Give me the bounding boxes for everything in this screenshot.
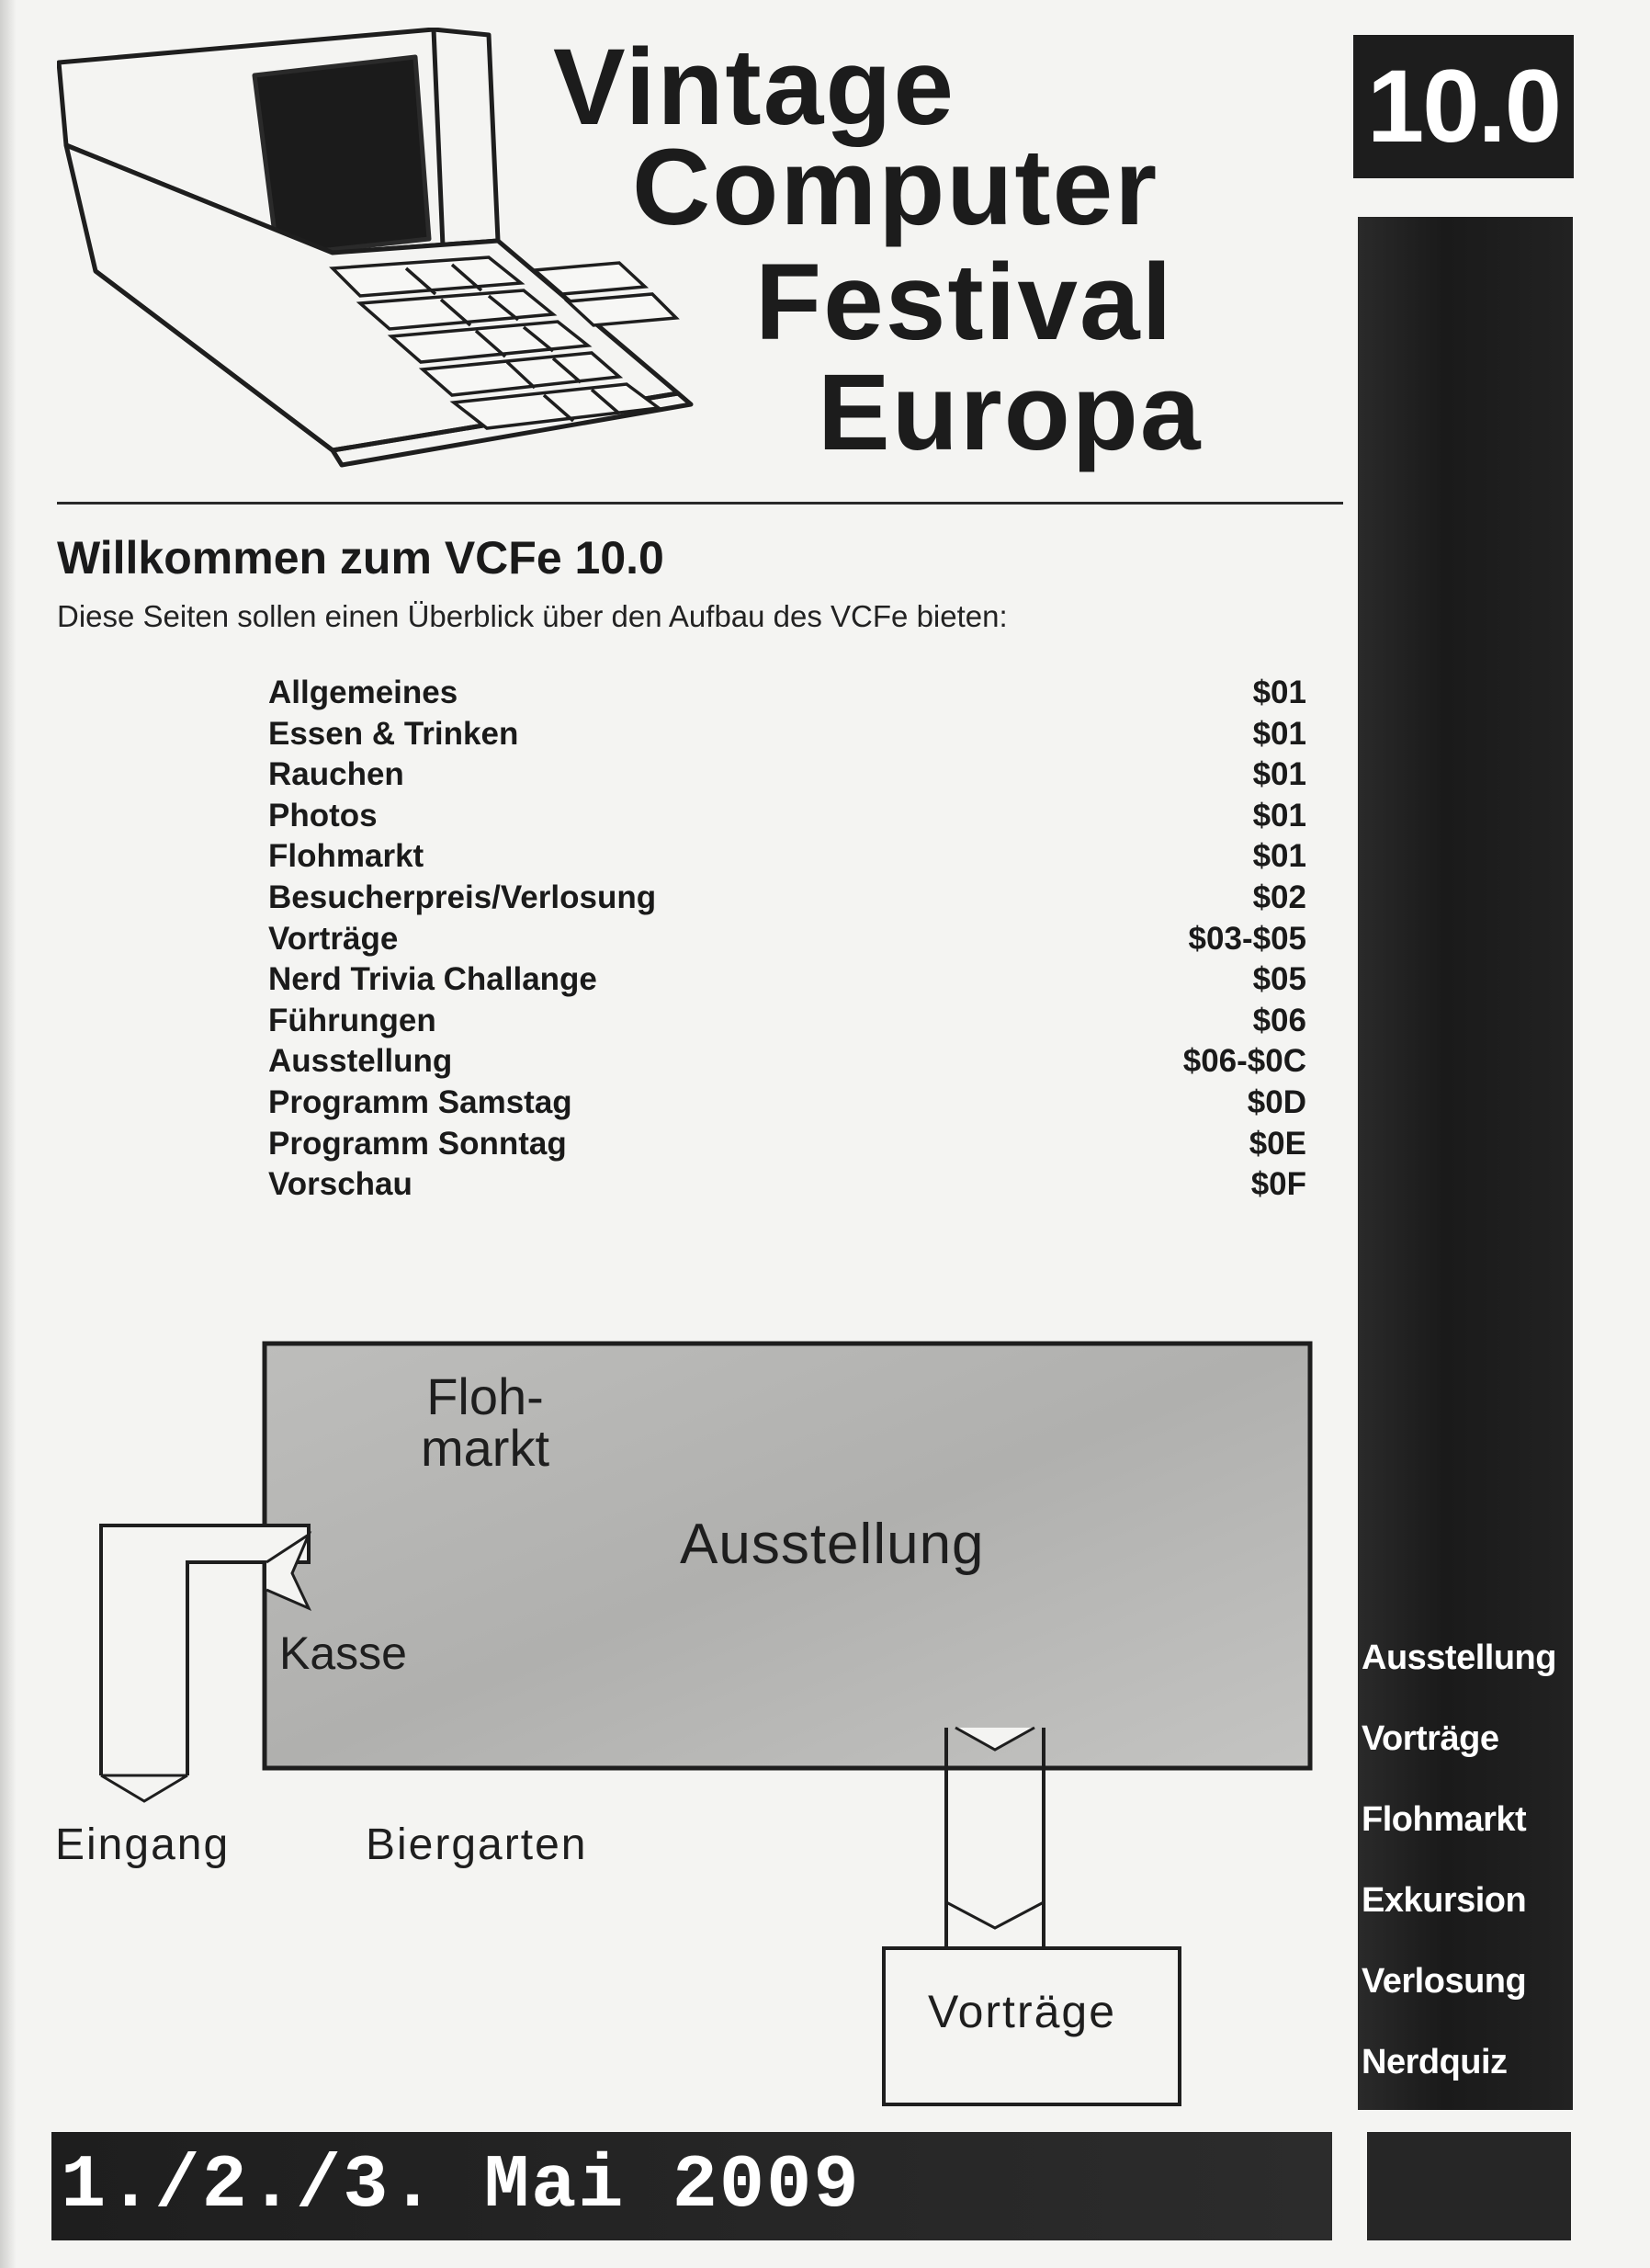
event-date: 1./2./3. Mai 2009 bbox=[51, 2132, 1332, 2240]
toc-label: Vorschau bbox=[268, 1166, 412, 1203]
toc-label: Nerd Trivia Challange bbox=[268, 961, 597, 998]
map-label-biergarten: Biergarten bbox=[366, 1820, 588, 1869]
toc-page: $01 bbox=[1252, 715, 1306, 752]
map-label-flohmarkt bbox=[375, 1367, 595, 1477]
toc-label: Flohmarkt bbox=[268, 838, 424, 875]
title-line-europa: Europa bbox=[818, 352, 1203, 473]
toc-page: $06 bbox=[1252, 1002, 1306, 1038]
sidebar-item-ausstellung: Ausstellung bbox=[1362, 1639, 1556, 1677]
version-badge: 10.0 bbox=[1353, 35, 1574, 178]
toc-page: $02 bbox=[1252, 879, 1306, 915]
map-label-eingang: Eingang bbox=[55, 1820, 231, 1869]
toc-page: $06-$0C bbox=[1182, 1043, 1306, 1080]
welcome-heading: Willkommen zum VCFe 10.0 bbox=[57, 532, 664, 584]
toc-page: $0D bbox=[1247, 1083, 1306, 1120]
toc-label: Programm Samstag bbox=[268, 1083, 572, 1120]
toc-label: Führungen bbox=[268, 1002, 436, 1038]
welcome-subtitle: Diese Seiten sollen einen Überblick über den Aufbau des VCFe bieten: bbox=[57, 599, 1008, 633]
toc-page: $01 bbox=[1252, 675, 1306, 710]
sidebar-item-verlosung: Verlosung bbox=[1362, 1962, 1527, 2001]
date-bar-corner bbox=[1367, 2132, 1571, 2240]
toc-page: $01 bbox=[1252, 838, 1306, 875]
toc-page: $03-$05 bbox=[1188, 920, 1306, 957]
title-line-festival: Festival bbox=[755, 242, 1174, 363]
toc-page: $0E bbox=[1249, 1125, 1306, 1162]
toc-label: Rauchen bbox=[268, 756, 404, 793]
map-label-flohmarkt-line1: Floh- bbox=[426, 1367, 544, 1425]
map-label-ausstellung: Ausstellung bbox=[680, 1513, 985, 1576]
toc-page: $0F bbox=[1250, 1166, 1306, 1203]
sidebar-item-flohmarkt: Flohmarkt bbox=[1362, 1800, 1527, 1839]
toc-label: Besucherpreis/Verlosung bbox=[268, 879, 657, 915]
entrance-door bbox=[101, 1775, 187, 1801]
sidebar-topics bbox=[1362, 1634, 1573, 2119]
toc-label: Essen & Trinken bbox=[268, 715, 519, 752]
title-line-computer: Computer bbox=[632, 127, 1159, 248]
sidebar-item-exkursion: Exkursion bbox=[1362, 1881, 1527, 1920]
map-label-flohmarkt-line2: markt bbox=[421, 1419, 549, 1477]
toc-page: $01 bbox=[1252, 797, 1306, 833]
title-line-vintage: Vintage bbox=[553, 27, 956, 148]
toc-label: Vorträge bbox=[268, 920, 399, 957]
toc-label: Programm Sonntag bbox=[268, 1125, 567, 1162]
sidebar-item-vortraege: Vorträge bbox=[1362, 1719, 1499, 1758]
toc-label: Ausstellung bbox=[268, 1043, 453, 1080]
toc-page: $01 bbox=[1252, 756, 1306, 793]
map-label-kasse: Kasse bbox=[279, 1627, 407, 1679]
map-label-vortraege: Vorträge bbox=[928, 1986, 1117, 2037]
toc-page: $05 bbox=[1252, 961, 1306, 998]
sidebar-item-nerdquiz: Nerdquiz bbox=[1362, 2043, 1508, 2081]
toc-label: Photos bbox=[268, 797, 378, 833]
toc-label: Allgemeines bbox=[268, 675, 458, 710]
